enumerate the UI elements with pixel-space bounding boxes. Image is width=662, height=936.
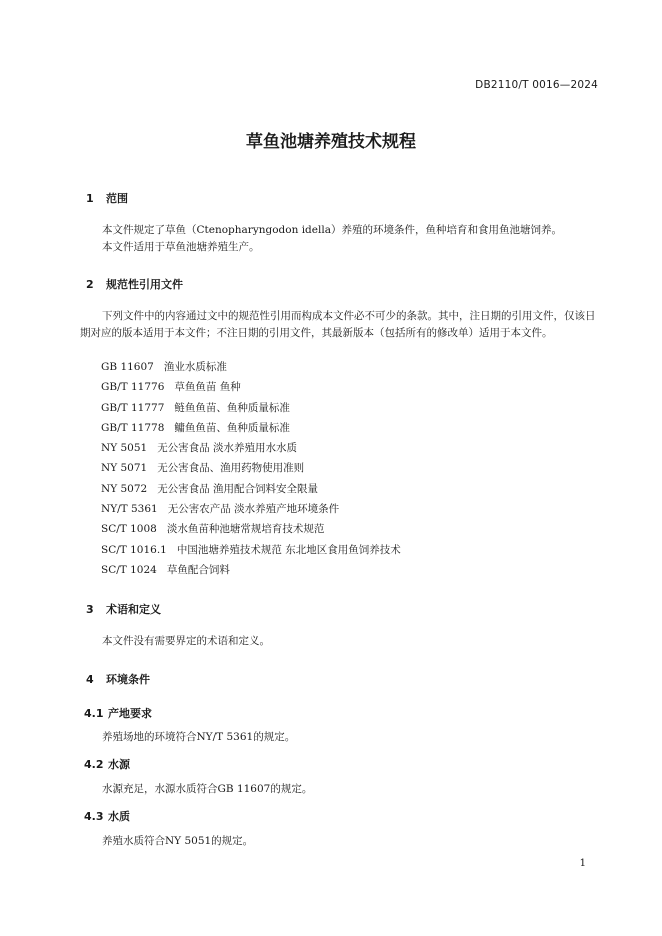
- subsection-title: 产地要求: [108, 707, 152, 720]
- reference-name: 草鱼配合饲料: [166, 563, 230, 576]
- reference-item: [101, 440, 401, 460]
- reference-code: NY/T 5361: [101, 503, 158, 516]
- section-number: 4: [86, 673, 94, 686]
- water-source-paragraph: 水源充足，水源水质符合GB 11607的规定。: [102, 783, 313, 795]
- section-title: 环境条件: [106, 673, 150, 686]
- section-title: 术语和定义: [106, 603, 161, 616]
- reference-code: SC/T 1016.1: [101, 543, 167, 556]
- section-title: 规范性引用文件: [106, 278, 183, 291]
- reference-code: NY 5072: [101, 482, 148, 495]
- subsection-number: 4.3: [84, 810, 104, 823]
- section-number: 3: [86, 603, 94, 616]
- reference-name: 草鱼鱼苗 鱼种: [174, 381, 241, 394]
- reference-item: [101, 359, 401, 379]
- reference-code: GB/T 11778: [101, 421, 165, 434]
- section-heading-terms: [86, 601, 161, 617]
- reference-name: 中国池塘养殖技术规范 东北地区食用鱼饲养技术: [176, 543, 401, 556]
- subsection-number: 4.2: [84, 758, 104, 771]
- reference-name: 鲢鱼鱼苗、鱼种质量标准: [174, 401, 290, 414]
- references-intro-paragraph: 下列文件中的内容通过文中的规范性引用而构成本文件必不可少的条款。其中，注日期的引用文件，仅该日期对应的版本适用于本文件；不注日期的引用文件，其最新版本（包括所有的修改单）适用于本文件。: [80, 310, 596, 339]
- reference-item: [101, 521, 401, 541]
- section-title: 范围: [106, 192, 128, 205]
- water-quality-paragraph: 养殖水质符合NY 5051的规定。: [102, 835, 254, 847]
- reference-name: 淡水鱼苗种池塘常规培育技术规范: [166, 523, 325, 536]
- reference-item: [101, 501, 401, 521]
- reference-code: GB/T 11777: [101, 401, 165, 414]
- subsection-title: 水质: [108, 810, 130, 823]
- reference-code: SC/T 1024: [101, 563, 157, 576]
- reference-code: GB/T 11776: [101, 381, 165, 394]
- document-title: 草鱼池塘养殖技术规程: [246, 132, 416, 152]
- reference-name: 无公害食品 淡水养殖用水水质: [157, 442, 298, 455]
- document-code: DB2110/T 0016—2024: [475, 79, 598, 91]
- reference-item: [101, 481, 401, 501]
- subsection-heading-water-quality: [84, 808, 130, 824]
- reference-name: 渔业水质标准: [163, 361, 227, 373]
- subsection-title: 水源: [108, 758, 130, 771]
- page-number: 1: [579, 858, 586, 869]
- reference-item: [101, 542, 401, 562]
- section-number: 2: [86, 278, 94, 291]
- site-paragraph: 养殖场地的环境符合NY/T 5361的规定。: [102, 731, 296, 743]
- reference-code: NY 5051: [101, 442, 148, 455]
- reference-code: GB 11607: [101, 361, 154, 373]
- section-heading-environment: [86, 671, 150, 687]
- scope-paragraph-2: 本文件适用于草鱼池塘养殖生产。: [102, 241, 260, 253]
- subsection-heading-site: [84, 705, 152, 721]
- reference-item: [101, 460, 401, 480]
- reference-item: [101, 379, 401, 399]
- scope-paragraph-1: 本文件规定了草鱼（Ctenopharyngodon idella）养殖的环境条件，鱼种培育和食用鱼池塘饲养。: [102, 224, 562, 236]
- reference-code: SC/T 1008: [101, 523, 157, 536]
- reference-item: [101, 562, 401, 582]
- reference-name: 无公害食品 渔用配合饲料安全限量: [157, 482, 319, 495]
- subsection-heading-water-source: [84, 756, 130, 772]
- reference-item: [101, 420, 401, 440]
- terms-paragraph: 本文件没有需要界定的术语和定义。: [102, 635, 270, 647]
- reference-name: 无公害食品、渔用药物使用准则: [157, 462, 305, 475]
- reference-item: [101, 400, 401, 420]
- section-heading-normative-references: [86, 276, 183, 292]
- reference-code: NY 5071: [101, 462, 148, 475]
- section-number: 1: [86, 192, 94, 205]
- reference-name: 鳙鱼鱼苗、鱼种质量标准: [174, 421, 290, 434]
- section-heading-scope: [86, 190, 128, 206]
- subsection-number: 4.1: [84, 707, 104, 720]
- reference-name: 无公害农产品 淡水养殖产地环境条件: [167, 503, 340, 516]
- reference-list: [101, 359, 401, 582]
